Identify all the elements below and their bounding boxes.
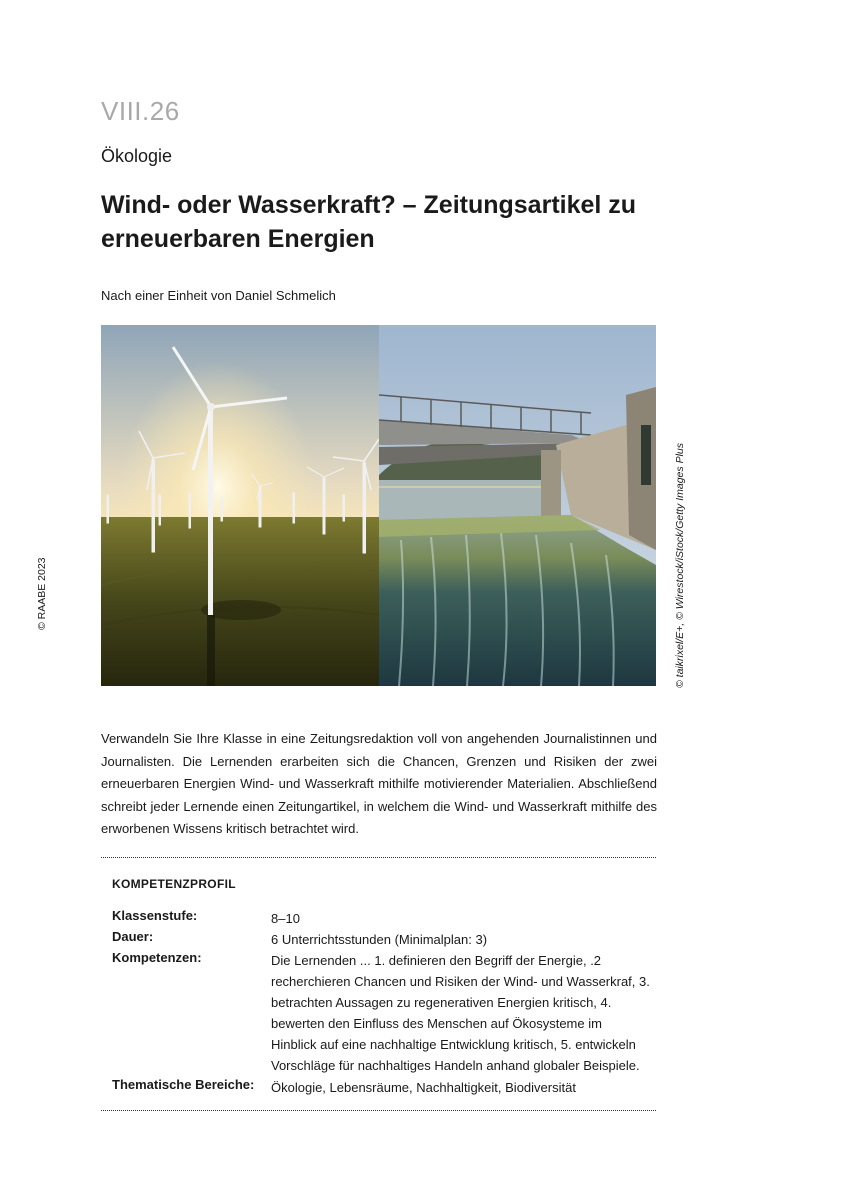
author-line: Nach einer Einheit von Daniel Schmelich bbox=[101, 288, 336, 303]
intro-paragraph: Verwandeln Sie Ihre Klasse in eine Zeitungsredaktion voll von angehenden Journalistinnen und Journalisten. Die Lernenden erarbeiten sich die Chancen, Grenzen und Risiken der zwei erneuerbaren Energien Wind- und Wasserkraft mithilfe motivierender Materialien. Abschließend schreibt jeder Lernende einen Zeitungartikel, in welchem die Wind- und Wasserkraft mithilfe des erworbenen Wissens kritisch betrachtet wird. bbox=[101, 731, 657, 836]
duration-value: 6 Unterrichtsstunden (Minimalplan: 3) bbox=[271, 932, 488, 947]
page-title: Wind- oder Wasserkraft? – Zeitungsartikel zu erneuerbaren Energien bbox=[101, 191, 637, 253]
duration-label: Dauer: bbox=[112, 929, 154, 944]
copyright-notice: © RAABE 2023 bbox=[36, 557, 48, 630]
category-label: Ökologie bbox=[101, 146, 173, 166]
hydropower-dam-photo bbox=[379, 325, 656, 686]
photo-credit: © taikrixel/E+, © Wirestock/iStock/Getty Images Plus bbox=[674, 443, 686, 688]
competencies-label: Kompetenzen: bbox=[112, 950, 202, 965]
wind-turbine-photo bbox=[101, 325, 379, 686]
hero-image bbox=[101, 325, 656, 686]
divider-top bbox=[101, 857, 656, 858]
divider-bottom bbox=[101, 1110, 656, 1111]
grade-value: 8–10 bbox=[271, 911, 300, 926]
grade-label: Klassenstufe: bbox=[112, 908, 198, 923]
competence-profile-heading: KOMPETENZPROFIL bbox=[112, 877, 236, 891]
chapter-number: VIII.26 bbox=[101, 96, 180, 126]
competencies-value: Die Lernenden ... 1. definieren den Begriff der Energie, .2 recherchieren Chancen und Risiken der Wind- und Wasserkraf, 3. betrachten Aussagen zu regenerativen Energien kritisch, 4. bewerten den Einfluss des Menschen auf Ökosysteme im Hinblick auf eine nachhaltige Entwicklung kritisch, 5. entwickeln Vorschläge für nachhaltiges Handeln anhand globaler Beispiele. bbox=[271, 953, 650, 1073]
topics-label: Thematische Bereiche: bbox=[112, 1077, 255, 1092]
topics-value: Ökologie, Lebensräume, Nachhaltigkeit, Biodiversität bbox=[271, 1080, 576, 1095]
